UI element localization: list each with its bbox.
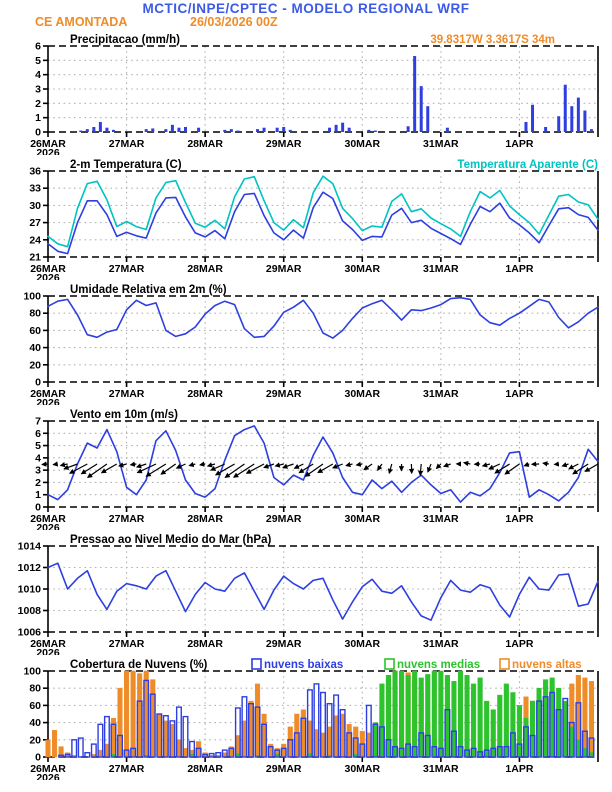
svg-text:1014: 1014 xyxy=(17,540,41,553)
svg-text:7: 7 xyxy=(35,415,41,428)
svg-text:6: 6 xyxy=(35,40,41,53)
svg-text:31MAR: 31MAR xyxy=(423,513,459,525)
svg-text:27MAR: 27MAR xyxy=(108,138,145,150)
svg-text:2026: 2026 xyxy=(36,772,60,780)
svg-text:31MAR: 31MAR xyxy=(423,388,459,400)
svg-text:40: 40 xyxy=(29,717,41,730)
svg-text:27: 27 xyxy=(29,217,41,230)
panel-cloud-cover-chart xyxy=(0,655,612,780)
svg-text:26MAR: 26MAR xyxy=(30,138,66,150)
svg-text:1006: 1006 xyxy=(17,626,41,639)
svg-text:27MAR: 27MAR xyxy=(108,388,145,400)
svg-text:Precipitacao (mm/h): Precipitacao (mm/h) xyxy=(70,34,180,46)
svg-text:2: 2 xyxy=(35,476,41,489)
svg-text:30MAR: 30MAR xyxy=(344,388,381,400)
svg-text:6: 6 xyxy=(35,427,41,440)
run-datetime-label: 26/03/2026 00Z xyxy=(190,15,278,29)
svg-text:100: 100 xyxy=(23,290,41,303)
svg-text:39.8317W 3.3617S 34m: 39.8317W 3.3617S 34m xyxy=(430,34,555,46)
svg-text:1010: 1010 xyxy=(17,583,41,596)
svg-text:30MAR: 30MAR xyxy=(344,513,381,525)
svg-text:nuvens altas: nuvens altas xyxy=(512,659,582,671)
svg-text:60: 60 xyxy=(29,699,41,712)
svg-text:28MAR: 28MAR xyxy=(187,388,223,400)
svg-text:40: 40 xyxy=(29,342,41,355)
panel-precipitation-chart xyxy=(0,30,612,155)
svg-text:29MAR: 29MAR xyxy=(265,263,302,275)
svg-text:2026: 2026 xyxy=(36,647,60,655)
svg-text:31MAR: 31MAR xyxy=(423,763,459,775)
svg-text:31MAR: 31MAR xyxy=(423,263,459,275)
svg-text:30: 30 xyxy=(29,199,41,212)
svg-text:80: 80 xyxy=(29,307,41,320)
svg-text:80: 80 xyxy=(29,682,41,695)
svg-text:1APR: 1APR xyxy=(505,763,534,775)
svg-text:Temperatura Aparente (C): Temperatura Aparente (C) xyxy=(457,159,598,171)
svg-text:4: 4 xyxy=(35,69,41,82)
svg-text:2026: 2026 xyxy=(36,272,60,280)
svg-text:28MAR: 28MAR xyxy=(187,513,223,525)
svg-text:2-m Temperatura (C): 2-m Temperatura (C) xyxy=(70,159,182,171)
svg-text:2026: 2026 xyxy=(36,147,60,155)
svg-text:33: 33 xyxy=(29,182,41,195)
svg-text:2026: 2026 xyxy=(36,522,60,530)
svg-text:27MAR: 27MAR xyxy=(108,638,145,650)
svg-text:26MAR: 26MAR xyxy=(30,513,66,525)
panel-wind-chart xyxy=(0,405,612,530)
panel-temperature-chart xyxy=(0,155,612,280)
svg-text:5: 5 xyxy=(35,54,41,67)
svg-text:30MAR: 30MAR xyxy=(344,638,381,650)
svg-text:31MAR: 31MAR xyxy=(423,138,459,150)
svg-text:100: 100 xyxy=(23,665,41,678)
svg-text:60: 60 xyxy=(29,324,41,337)
svg-text:24: 24 xyxy=(29,234,41,247)
svg-text:3: 3 xyxy=(35,83,41,96)
svg-text:2: 2 xyxy=(35,97,41,110)
svg-text:28MAR: 28MAR xyxy=(187,638,223,650)
svg-text:26MAR: 26MAR xyxy=(30,763,66,775)
svg-text:1APR: 1APR xyxy=(505,513,534,525)
page-title: MCTIC/INPE/CPTEC - MODELO REGIONAL WRF xyxy=(142,1,470,16)
svg-text:0: 0 xyxy=(35,376,41,389)
svg-text:nuvens baixas: nuvens baixas xyxy=(264,659,344,671)
svg-text:26MAR: 26MAR xyxy=(30,388,66,400)
svg-text:0: 0 xyxy=(35,501,41,514)
svg-text:29MAR: 29MAR xyxy=(265,138,302,150)
svg-text:26MAR: 26MAR xyxy=(30,638,66,650)
svg-text:2026: 2026 xyxy=(36,397,60,405)
svg-text:28MAR: 28MAR xyxy=(187,263,223,275)
panel-humidity-chart xyxy=(0,280,612,405)
svg-text:1: 1 xyxy=(35,112,41,125)
svg-text:28MAR: 28MAR xyxy=(187,138,223,150)
svg-text:1APR: 1APR xyxy=(505,638,534,650)
svg-text:Umidade Relativa em 2m (%): Umidade Relativa em 2m (%) xyxy=(70,284,227,296)
svg-text:1012: 1012 xyxy=(17,562,41,574)
svg-text:3: 3 xyxy=(35,464,41,477)
svg-text:0: 0 xyxy=(35,751,41,764)
svg-text:29MAR: 29MAR xyxy=(265,513,302,525)
svg-text:1: 1 xyxy=(35,489,41,502)
svg-text:28MAR: 28MAR xyxy=(187,763,223,775)
svg-text:5: 5 xyxy=(35,440,41,453)
panels-container xyxy=(0,30,612,780)
svg-text:26MAR: 26MAR xyxy=(30,263,66,275)
svg-text:36: 36 xyxy=(29,165,41,178)
panel-pressure-chart xyxy=(0,530,612,655)
svg-text:30MAR: 30MAR xyxy=(344,763,381,775)
svg-text:30MAR: 30MAR xyxy=(344,138,381,150)
svg-text:29MAR: 29MAR xyxy=(265,388,302,400)
svg-text:20: 20 xyxy=(29,734,41,747)
svg-text:31MAR: 31MAR xyxy=(423,638,459,650)
svg-text:29MAR: 29MAR xyxy=(265,638,302,650)
svg-text:4: 4 xyxy=(35,452,41,465)
svg-text:nuvens medias: nuvens medias xyxy=(397,659,481,671)
svg-text:Cobertura de Nuvens (%): Cobertura de Nuvens (%) xyxy=(70,659,208,671)
svg-text:29MAR: 29MAR xyxy=(265,763,302,775)
svg-text:30MAR: 30MAR xyxy=(344,263,381,275)
svg-text:21: 21 xyxy=(29,251,41,264)
svg-text:0: 0 xyxy=(35,126,41,139)
svg-text:1APR: 1APR xyxy=(505,138,534,150)
svg-text:Pressao ao Nivel Medio do Mar: Pressao ao Nivel Medio do Mar (hPa) xyxy=(70,534,272,546)
svg-text:27MAR: 27MAR xyxy=(108,763,145,775)
svg-text:Vento em 10m (m/s): Vento em 10m (m/s) xyxy=(70,409,179,421)
svg-text:1APR: 1APR xyxy=(505,388,534,400)
svg-text:27MAR: 27MAR xyxy=(108,263,145,275)
svg-text:1APR: 1APR xyxy=(505,263,534,275)
svg-text:27MAR: 27MAR xyxy=(108,513,145,525)
station-label: CE AMONTADA xyxy=(35,15,128,29)
svg-text:20: 20 xyxy=(29,359,41,372)
svg-text:1008: 1008 xyxy=(17,605,41,617)
